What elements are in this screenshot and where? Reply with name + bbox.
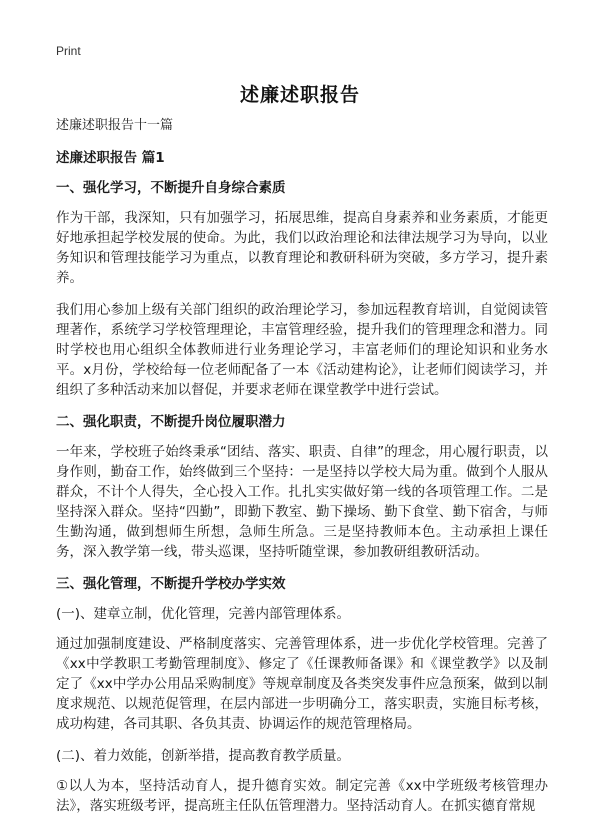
- section-1-paragraph-1: 作为干部，我深知，只有加强学习，拓展思维，提高自身素养和业务素质，才能更好地承担起学校发展的使命。为此，我们以政治理论和法律法规学习为导向，以业务知识和管理技能学习为重点，以教育理论和教研科研为突破，多方学习，提升素养。: [56, 210, 548, 286]
- section-3-paragraph-1: 通过加强制度建设、严格制度落实、完善管理体系，进一步优化学校管理。完善了《xx中学教职工考勤管理制度》、修定了《任课教师备课》和《课堂教学》以及制定了《xx中学办公用品采购制度》等规章制度及各类突发事件应急预案，做到以制度求规范、以规范促管理，在层内部进一步明确分工，落实职责，实施目标考核，成功构建，各司其职、各负其责、协调运作的规范管理格局。: [56, 636, 548, 732]
- section-2-paragraph-1: 一年来，学校班子始终秉承“团结、落实、职责、自律”的理念，用心履行职责，以身作则，勤奋工作，始终做到三个坚持：一是坚持以学校大局为重。做到个人服从群众，不计个人得失，全心投入工作。扎扎实实做好第一线的各项管理工作。二是坚持深入群众。坚持“四勤”，即勤下教室、勤下操场、勤下食堂、勤下宿舍，与师生勤沟通，做到想师生所想，急师生所急。三是坚持教师本色。主动承担上课任务，深入教学第一线，带头巡课，坚持听随堂课，参加教研组教研活动。: [56, 444, 548, 560]
- section-3-subheading-2: (二)、着力效能，创新举措，提高教育教学质量。: [56, 748, 351, 764]
- article-heading: 述廉述职报告 篇1: [56, 150, 165, 166]
- section-3-paragraph-2: ①以人为本，坚持活动育人，提升德育实效。制定完善《xx中学班级考核管理办法》，落实班级考评，提高班主任队伍管理潜力。坚持活动育人。在抓实德育常规: [56, 778, 548, 814]
- section-heading-3: 三、强化管理，不断提升学校办学实效: [56, 576, 286, 592]
- section-heading-1: 一、强化学习，不断提升自身综合素质: [56, 180, 286, 196]
- section-3-subheading-1: (一)、建章立制，优化管理，完善内部管理体系。: [56, 606, 351, 622]
- document-body: [56, 116, 548, 828]
- document-subtitle: 述廉述职报告十一篇: [56, 118, 174, 133]
- section-1-paragraph-2: 我们用心参加上级有关部门组织的政治理论学习，参加远程教育培训，自觉阅读管理著作，系统学习学校管理理论，丰富管理经验，提升我们的管理理念和潜力。同时学校也用心组织全体教师进行业务理论学习，丰富老师们的理论知识和业务水平。x月份，学校给每一位老师配备了一本《活动建构论》，让老师们阅读学习，并组织了多种活动来加以督促，并要求老师在课堂教学中进行尝试。: [56, 302, 548, 398]
- print-label: Print: [56, 44, 81, 58]
- document-title: 述廉述职报告: [239, 84, 360, 106]
- section-heading-2: 二、强化职责，不断提升岗位履职潜力: [56, 414, 286, 430]
